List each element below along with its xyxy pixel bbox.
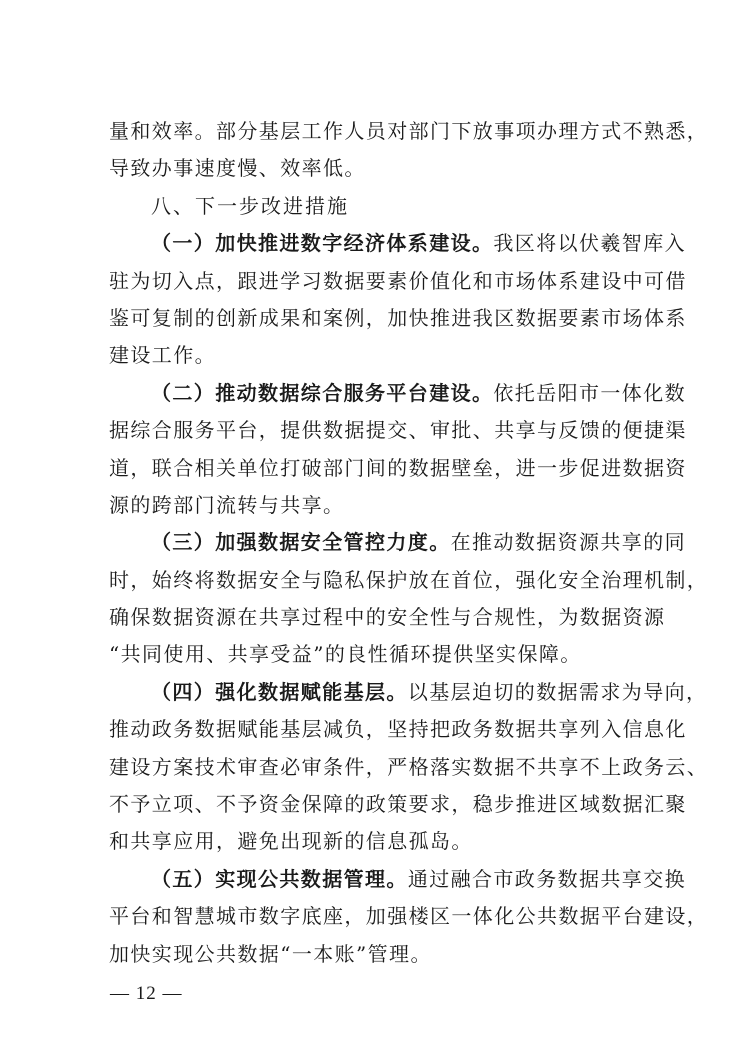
intro-paragraph [109,113,709,188]
measure-item-text: 通过融合市政务数据共享交换 [407,866,687,891]
document-body [109,113,709,973]
section-heading: 八、下一步改进措施 [151,193,349,218]
measure-item-line: 驻为切入点，跟进学习数据要素价值化和市场体系建设中可借 [109,268,687,293]
measure-item-line: 和共享应用，避免出现新的信息孤岛。 [109,829,473,854]
measure-item-2 [109,375,687,525]
measure-item-line: “共同使用、共享受益”的良性循环提供坚实保障。 [109,642,582,667]
measure-item-line: 道，联合相关单位打破部门间的数据壁垒，进一步促进数据资 [109,455,687,480]
measure-item-4 [109,674,709,861]
measure-item-text: 依托岳阳市一体化数 [493,380,687,405]
measure-item-title: （二）推动数据综合服务平台建设。 [151,380,494,405]
measure-item-line: 据综合服务平台，提供数据提交、审批、共享与反馈的便捷渠 [109,418,687,443]
measure-item-title: （三）加强数据安全管控力度。 [151,530,451,555]
measure-item-line: 推动政务数据赋能基层减负，坚持把政务数据共享列入信息化 [109,717,687,742]
measure-item-title: （四）强化数据赋能基层。 [151,679,408,704]
measure-item-title: （五）实现公共数据管理。 [151,866,408,891]
measure-item-first-line [109,524,687,561]
intro-line: 导致办事速度慢、效率低。 [109,156,366,181]
measure-item-first-line [109,861,687,898]
measure-item-line: 鉴可复制的创新成果和案例，加快推进我区数据要素市场体系 [109,305,687,330]
measure-item-line: 时，始终将数据安全与隐私保护放在首位，强化安全治理机制， [109,567,709,592]
measure-item-text: 我区将以伏羲智库入 [493,231,687,256]
measure-item-line: 确保数据资源在共享过程中的安全性与合规性，为数据资源 [109,605,666,630]
measure-item-5 [109,861,709,973]
measure-item-line: 平台和智慧城市数字底座，加强楼区一体化公共数据平台建设， [109,904,709,929]
measure-item-first-line [109,225,687,262]
measure-item-line: 加快实现公共数据“一本账”管理。 [109,941,432,966]
measure-item-line: 建设方案技术审查必审条件，严格落实数据不共享不上政务云、 [109,754,709,779]
measure-item-first-line [109,375,687,412]
measure-item-line: 源的跨部门流转与共享。 [109,492,345,517]
measure-item-first-line [109,674,708,711]
measure-item-line: 不予立项、不予资金保障的政策要求，稳步推进区域数据汇聚 [109,792,687,817]
measure-item-line: 建设工作。 [109,343,216,368]
measure-item-text: 在推动数据资源共享的同 [450,530,687,555]
measure-item-1 [109,225,687,375]
measure-item-title: （一）加快推进数字经济体系建设。 [151,231,494,256]
measure-item-text: 以基层迫切的数据需求为导向， [407,679,708,704]
measure-item-3 [109,524,709,674]
page-number: — 12 — [110,983,183,1004]
intro-line: 量和效率。部分基层工作人员对部门下放事项办理方式不熟悉， [109,119,709,143]
